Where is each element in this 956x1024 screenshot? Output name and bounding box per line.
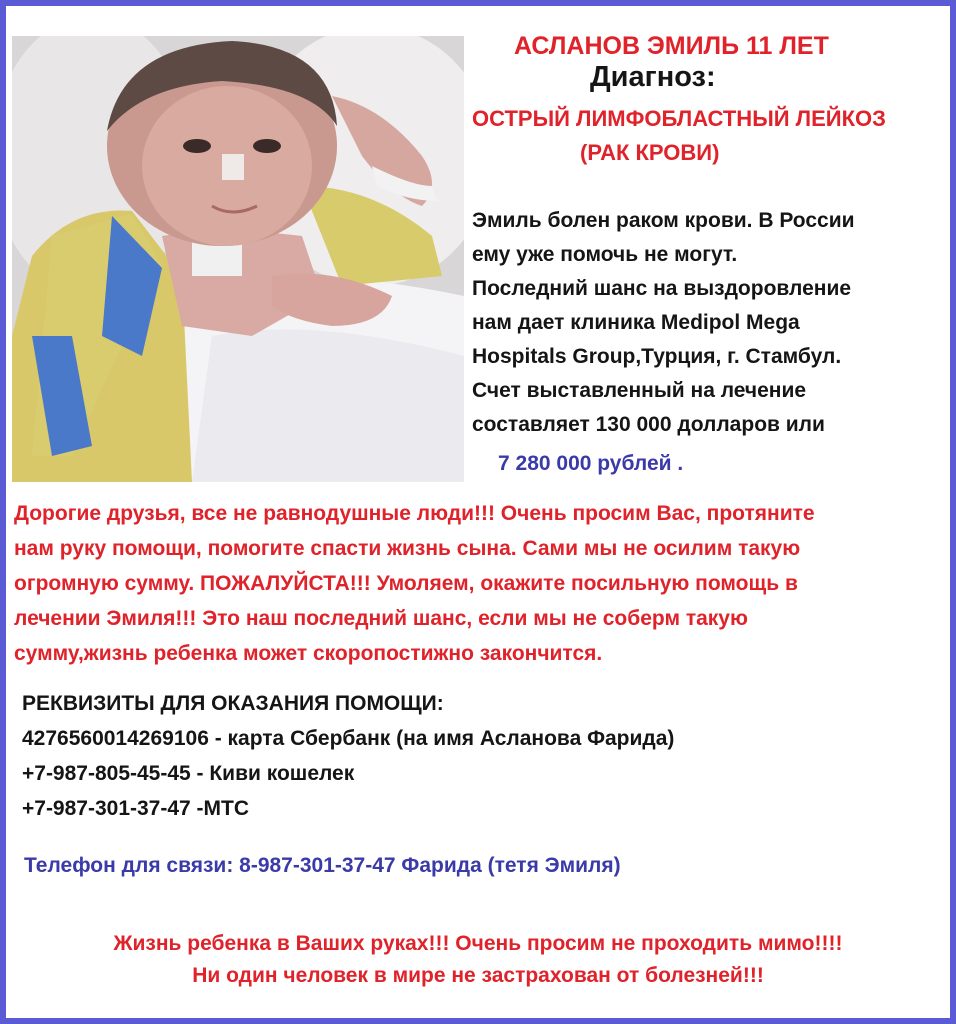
diagnosis-line-1: ОСТРЫЙ ЛИМФОБЛАСТНЫЙ ЛЕЙКОЗ	[472, 106, 886, 131]
description-line: Эмиль болен раком крови. В России	[472, 209, 855, 232]
description-line: ему уже помочь не могут.	[472, 243, 738, 266]
requisites-card: 4276560014269106 - карта Сбербанк (на имя Асланова Фарида)	[22, 727, 675, 750]
requisites-qiwi: +7-987-805-45-45 - Киви кошелек	[22, 762, 355, 785]
amount-rubles: 7 280 000 рублей .	[498, 452, 684, 475]
appeal-line: Дорогие друзья, все не равнодушные люди!!! Очень просим Вас, протяните	[14, 502, 815, 525]
closing-line-2: Ни один человек в мире не застрахован от болезней!!!	[192, 964, 764, 987]
requisites	[22, 686, 674, 826]
appeal-line: огромную сумму. ПОЖАЛУЙСТА!!! Умоляем, окажите посильную помощь в	[14, 572, 798, 595]
description-line: Hospitals Group,Турция, г. Стамбул.	[472, 345, 842, 368]
patient-photo	[12, 36, 464, 482]
patient-photo-illustration	[12, 36, 464, 482]
appeal-line: нам руку помощи, помогите спасти жизнь сына. Сами мы не осилим такую	[14, 537, 801, 560]
description-line: нам дает клиника Medipol Mega	[472, 311, 800, 334]
closing-line-1: Жизнь ребенка в Ваших руках!!! Очень просим не проходить мимо!!!!	[113, 932, 843, 955]
requisites-title: РЕКВИЗИТЫ ДЛЯ ОКАЗАНИЯ ПОМОЩИ:	[22, 692, 444, 715]
appeal-line: лечении Эмиля!!! Это наш последний шанс, если мы не соберм такую	[14, 607, 748, 630]
description-line: составляет 130 000 долларов или	[472, 413, 825, 436]
description-line: Последний шанс на выздоровление	[472, 277, 852, 300]
description-line: Счет выставленный на лечение	[472, 379, 807, 402]
patient-name: АСЛАНОВ ЭМИЛЬ 11 ЛЕТ	[514, 32, 829, 60]
description	[472, 204, 855, 442]
diagnosis-line-2: (РАК КРОВИ)	[580, 140, 720, 165]
contact-phone: Телефон для связи: 8-987-301-37-47 Фарида (тетя Эмиля)	[24, 854, 621, 877]
appeal	[14, 496, 815, 671]
appeal-line: сумму,жизнь ребенка может скоропостижно закончится.	[14, 642, 603, 665]
diagnosis-label: Диагноз:	[590, 61, 716, 93]
requisites-mts: +7-987-301-37-47 -МТС	[22, 797, 250, 820]
